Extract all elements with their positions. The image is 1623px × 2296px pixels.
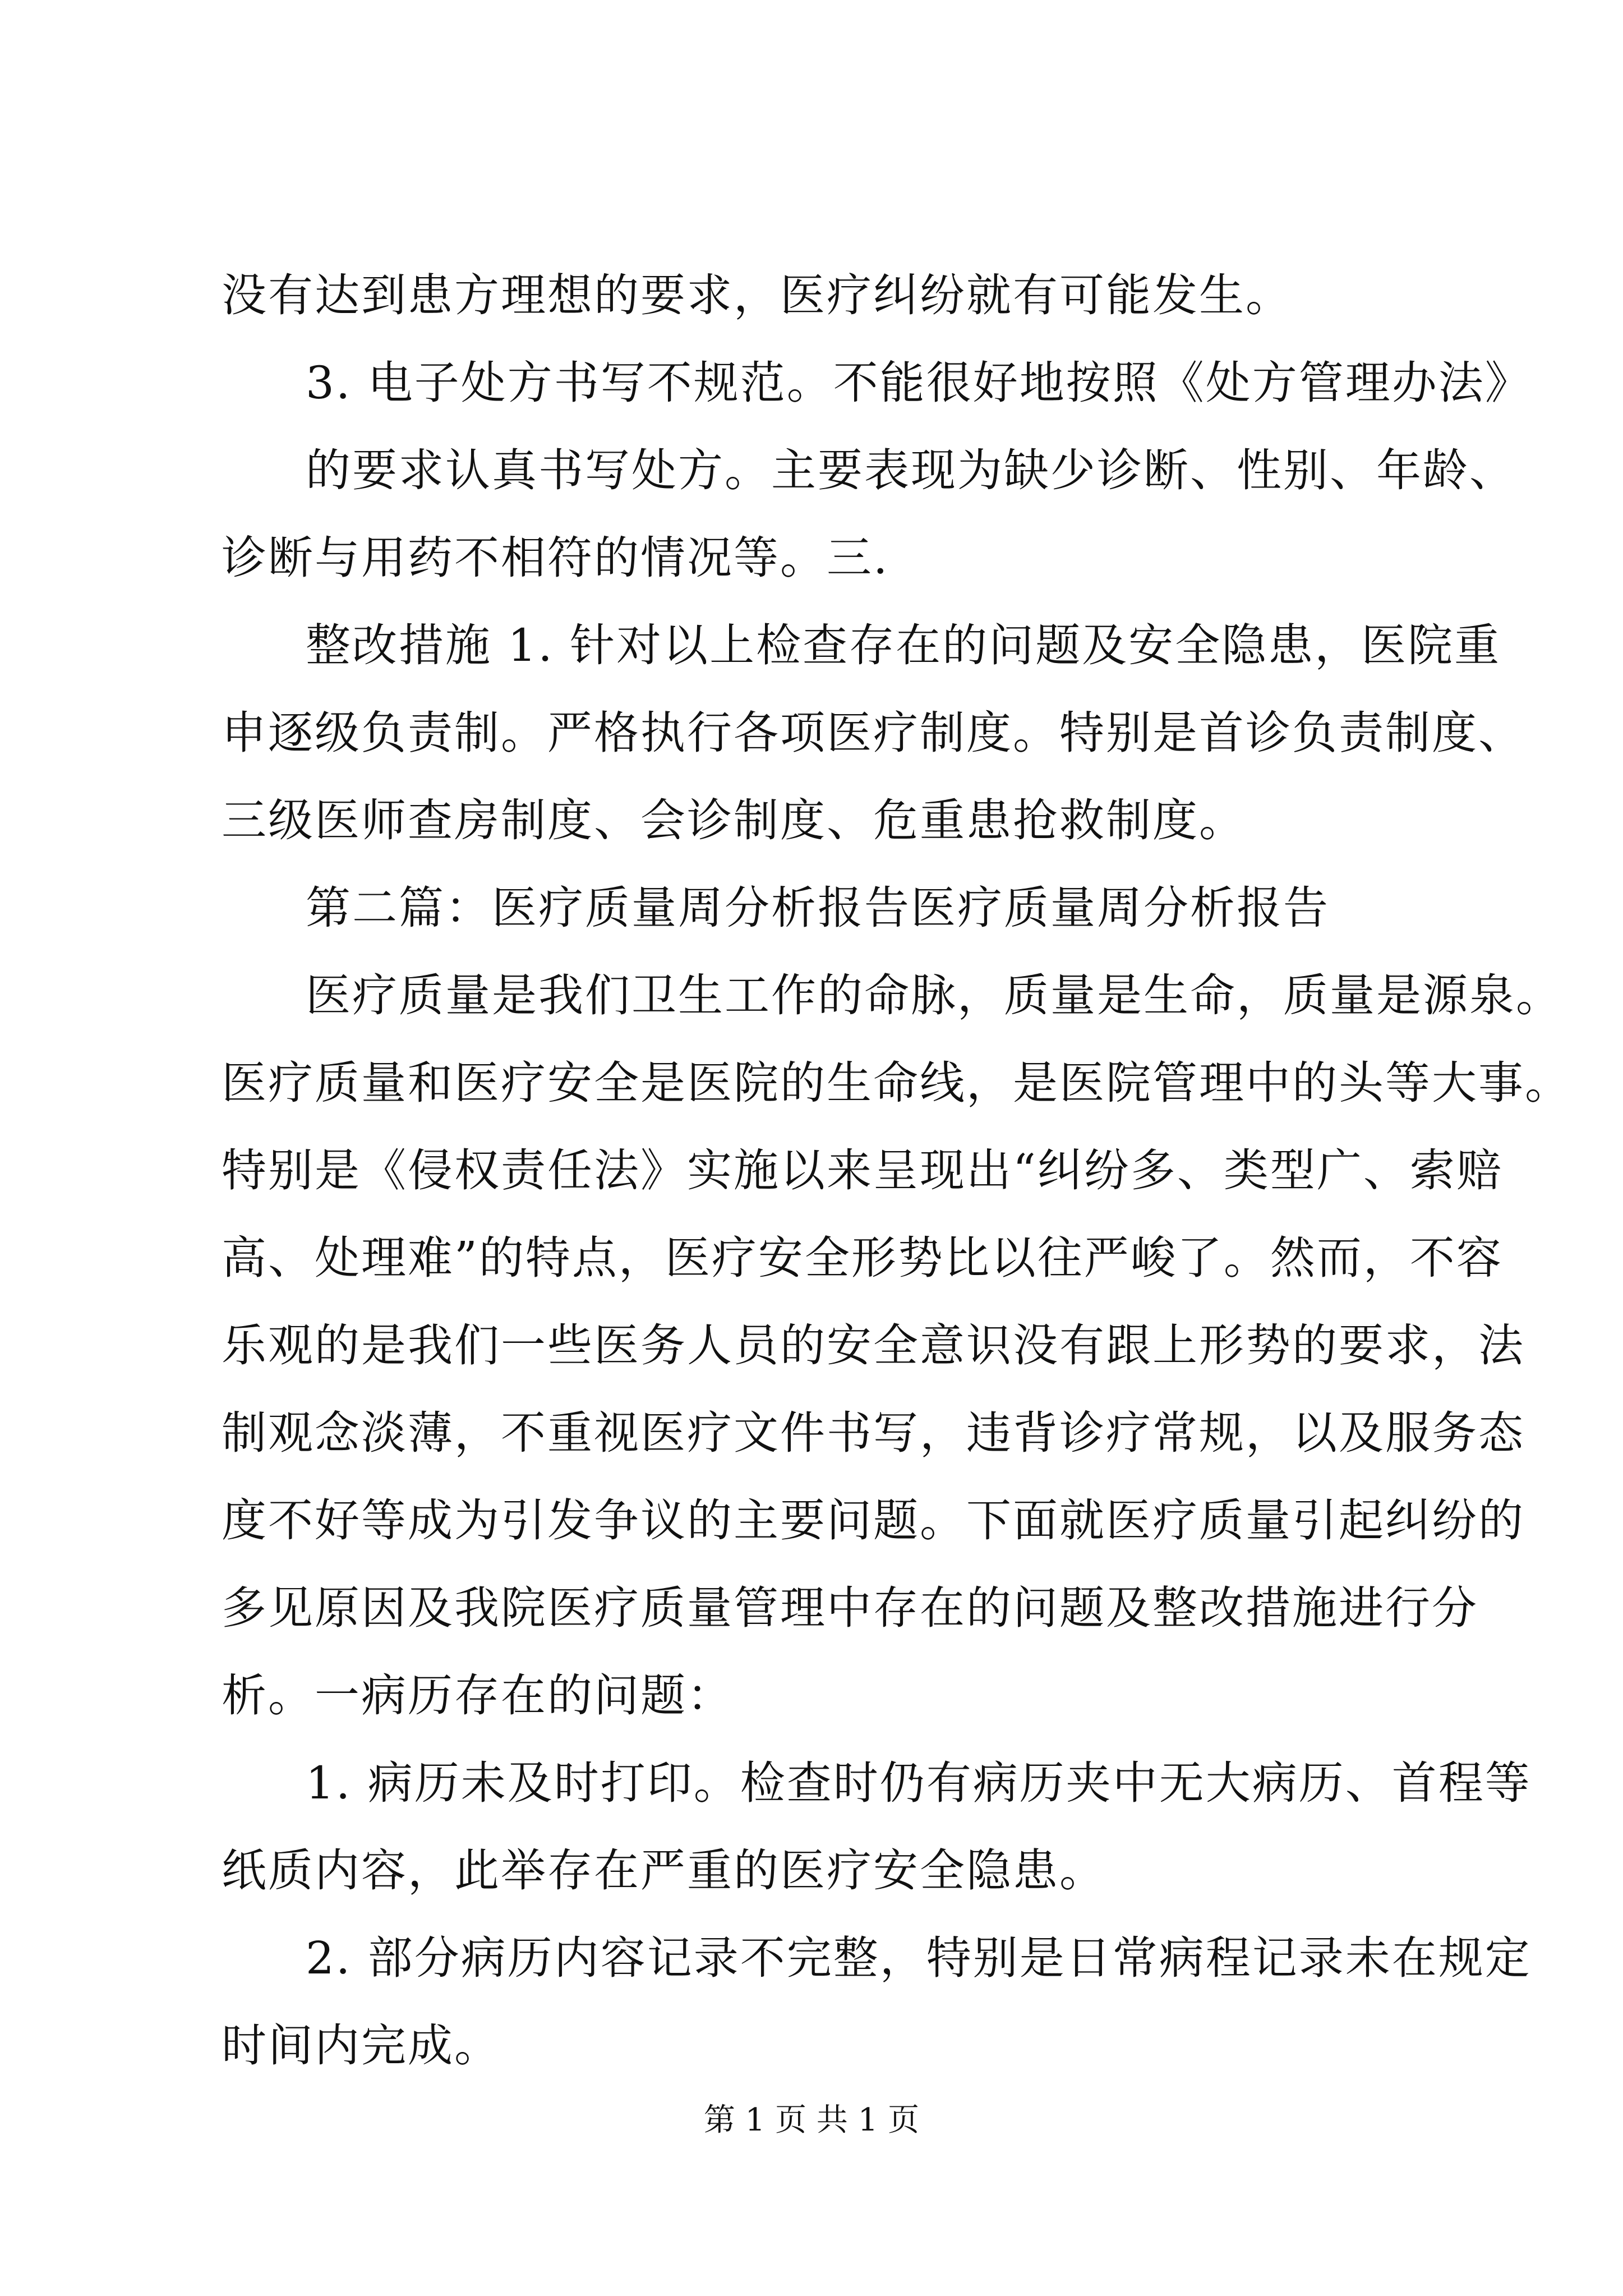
text-line: 诊断与用药不相符的情况等。三.: [222, 532, 889, 584]
text-line: 乐观的是我们一些医务人员的安全意识没有跟上形势的要求，法: [222, 1319, 1525, 1372]
text-line: 三级医师查房制度、会诊制度、危重患抢救制度。: [222, 794, 1246, 846]
section-heading: 第二篇：医疗质量周分析报告医疗质量周分析报告: [306, 882, 1330, 934]
text-line: 整改措施 1. 针对以上检查存在的问题及安全隐患，医院重: [306, 619, 1501, 671]
text-line: 1. 病历未及时打印。检查时仍有病历夹中无大病历、首程等: [306, 1757, 1532, 1809]
text-line: 没有达到患方理想的要求，医疗纠纷就有可能发生。: [222, 269, 1292, 321]
text-line: 制观念淡薄，不重视医疗文件书写，违背诊疗常规，以及服务态: [222, 1407, 1525, 1459]
text-line: 纸质内容，此举存在严重的医疗安全隐患。: [222, 1844, 1106, 1897]
text-line: 医疗质量和医疗安全是医院的生命线，是医院管理中的头等大事。: [222, 1057, 1571, 1109]
text-line: 度不好等成为引发争议的主要问题。下面就医疗质量引起纠纷的: [222, 1494, 1525, 1547]
text-line: 3. 电子处方书写不规范。不能很好地按照《处方管理办法》: [306, 357, 1532, 409]
text-line: 析。一病历存在的问题：: [222, 1669, 734, 1722]
text-line: 医疗质量是我们卫生工作的命脉，质量是生命，质量是源泉。: [306, 969, 1562, 1022]
text-line: 的要求认真书写处方。主要表现为缺少诊断、性别、年龄、: [306, 444, 1516, 496]
text-line: 时间内完成。: [222, 2019, 501, 2072]
page-footer: 第 1 页 共 1 页: [703, 2102, 920, 2138]
text-line: 特别是《侵权责任法》实施以来呈现出“纠纷多、类型广、索赔: [222, 1144, 1503, 1197]
text-line: 2. 部分病历内容记录不完整，特别是日常病程记录未在规定: [306, 1932, 1532, 1984]
text-line: 高、处理难”的特点，医疗安全形势比以往严峻了。然而，不容: [222, 1232, 1503, 1284]
text-line: 申逐级负责制。严格执行各项医疗制度。特别是首诊负责制度、: [222, 707, 1525, 759]
text-line: 多见原因及我院医疗质量管理中存在的问题及整改措施进行分: [222, 1582, 1478, 1634]
